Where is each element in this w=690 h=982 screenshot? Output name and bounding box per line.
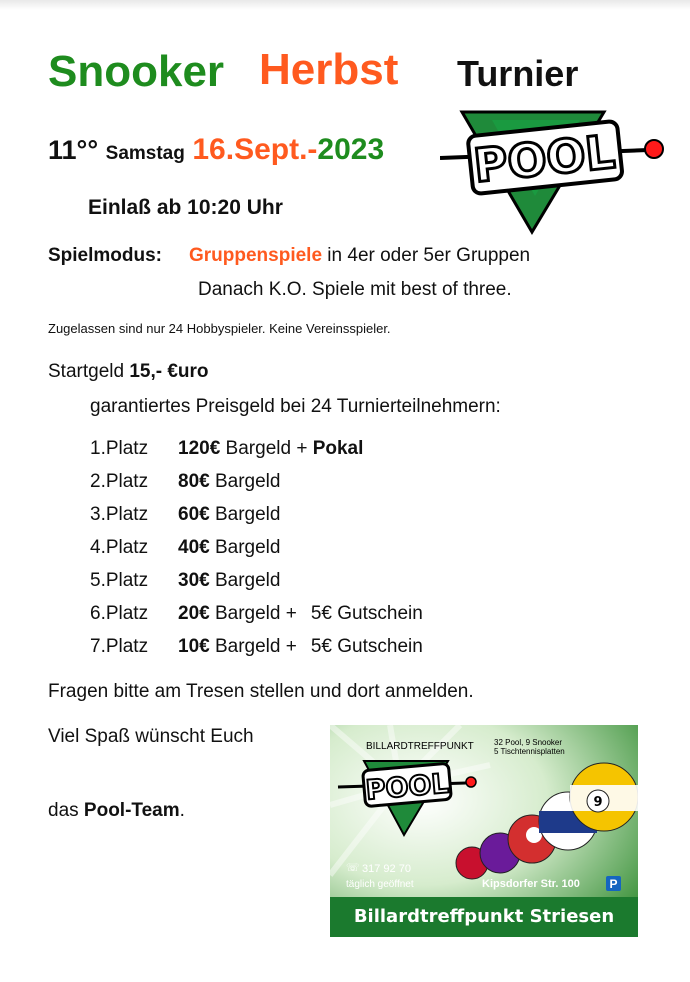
prize-text: Bargeld — [209, 570, 281, 591]
prize-voucher: 5€ Gutschein — [310, 636, 423, 657]
prize-row — [90, 570, 280, 592]
prize-place: 3.Platz — [90, 504, 149, 525]
date-day: 16.Sept.- — [192, 133, 318, 166]
ad-phone: 317 92 70 — [362, 863, 411, 875]
prize-row — [90, 636, 423, 658]
billardtreffpunkt-ad — [330, 725, 638, 937]
viel-spass-text: Viel Spaß wünscht Euch — [48, 726, 254, 747]
prize-row — [90, 504, 280, 526]
ad-header: BILLARDTREFFPUNKT — [366, 741, 474, 752]
ad-info2: 5 Tischtennisplatten — [494, 747, 565, 756]
title-snooker: Snooker — [48, 47, 225, 96]
team-line — [48, 800, 185, 822]
top-shadow — [0, 0, 690, 10]
prize-row — [90, 471, 280, 493]
prize-text: Bargeld + — [209, 636, 297, 657]
startgeld-amount: 15,- €uro — [129, 361, 209, 382]
prize-place: 4.Platz — [90, 537, 149, 558]
prize-amount: 80€ — [178, 471, 210, 492]
date-weekday: Samstag — [105, 143, 185, 164]
ad-parking: P — [609, 877, 618, 891]
ad-footer: Billardtreffpunkt Striesen — [353, 906, 615, 927]
pool-logo-text: POOL — [471, 124, 618, 193]
prize-amount: 10€ — [178, 636, 210, 657]
prize-row — [90, 438, 363, 460]
spielmodus-highlight: Gruppenspiele — [189, 245, 323, 266]
title-herbst: Herbst — [259, 45, 399, 94]
team-suffix: . — [179, 800, 185, 821]
prize-amount: 60€ — [178, 504, 210, 525]
spielmodus-line — [48, 245, 530, 267]
prize-text: Bargeld + — [209, 603, 297, 624]
zugelassen-text: Zugelassen sind nur 24 Hobbyspieler. Keine Vereinsspieler. — [48, 321, 391, 336]
fragen-text: Fragen bitte am Tresen stellen und dort anmelden. — [48, 681, 474, 702]
prize-text: Bargeld + — [220, 438, 313, 459]
prize-place: 2.Platz — [90, 471, 149, 492]
preisgeld-text: garantiertes Preisgeld bei 24 Turnierteilnehmern: — [90, 396, 501, 417]
prize-text: Bargeld — [209, 504, 281, 525]
ad-info1: 32 Pool, 9 Snooker — [494, 738, 563, 747]
prize-amount: 30€ — [178, 570, 210, 591]
prize-amount: 20€ — [178, 603, 210, 624]
ad-ball-number: 9 — [593, 795, 603, 810]
ad-red-ball-icon — [466, 777, 476, 787]
startgeld-line — [48, 361, 209, 383]
spielmodus-line2: Danach K.O. Spiele mit best of three. — [198, 279, 512, 300]
date-year: 2023 — [317, 133, 385, 166]
prize-text: Bargeld — [209, 471, 281, 492]
spielmodus-rest: in 4er oder 5er Gruppen — [322, 245, 531, 266]
team-name: Pool-Team — [83, 800, 180, 821]
ad-open: täglich geöffnet — [346, 879, 414, 890]
prize-place: 1.Platz — [90, 438, 149, 459]
team-prefix: das — [48, 800, 84, 821]
date-line — [48, 133, 384, 167]
red-ball-icon — [645, 140, 663, 158]
prize-row — [90, 603, 423, 625]
spielmodus-label: Spielmodus: — [48, 245, 163, 266]
ad-address: Kipsdorfer Str. 100 — [482, 878, 580, 890]
prize-place: 6.Platz — [90, 603, 149, 624]
title-turnier: Turnier — [457, 53, 579, 94]
date-number: 11°° — [48, 135, 99, 165]
prize-extra: Pokal — [312, 438, 364, 459]
phone-icon: ☏ — [346, 861, 360, 874]
prize-voucher: 5€ Gutschein — [310, 603, 423, 624]
prize-amount: 40€ — [178, 537, 210, 558]
pool-logo — [440, 108, 670, 236]
prize-row — [90, 537, 280, 559]
prize-place: 7.Platz — [90, 636, 149, 657]
ad-logo-text: POOL — [364, 768, 450, 807]
prize-amount: 120€ — [178, 438, 221, 459]
prize-text: Bargeld — [209, 537, 281, 558]
prize-place: 5.Platz — [90, 570, 149, 591]
startgeld-label: Startgeld — [48, 361, 130, 382]
einlass-text: Einlaß ab 10:20 Uhr — [88, 196, 283, 219]
